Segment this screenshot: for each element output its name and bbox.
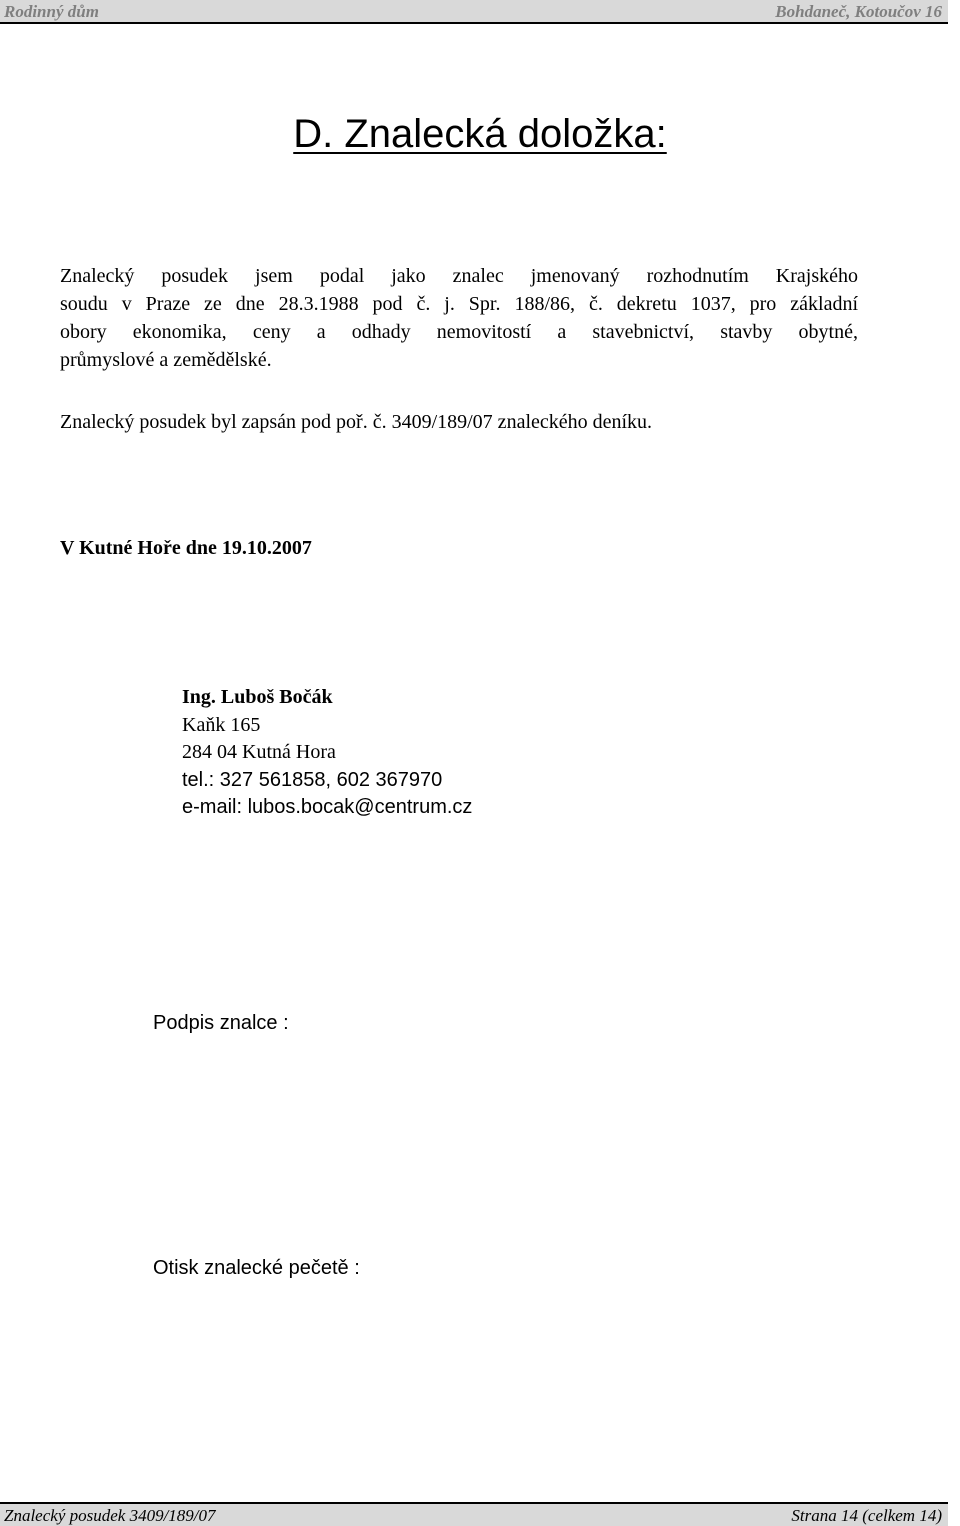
signature-label: Podpis znalce : bbox=[153, 1012, 289, 1034]
expert-name: Ing. Luboš Bočák bbox=[182, 686, 333, 708]
appointment-paragraph bbox=[60, 262, 858, 374]
expert-city: 284 04 Kutná Hora bbox=[182, 741, 336, 763]
paragraph-line-text: soudu v Praze ze dne 28.3.1988 pod č. j. Spr. 188/86, č. dekretu 1037, pro základní bbox=[60, 293, 858, 315]
seal-label: Otisk znalecké pečetě : bbox=[153, 1257, 360, 1279]
paragraph-line bbox=[60, 318, 858, 346]
registration-paragraph: Znalecký posudek byl zapsán pod poř. č. 3409/189/07 znaleckého deníku. bbox=[60, 411, 653, 433]
expert-street: Kaňk 165 bbox=[182, 713, 261, 736]
section-title-text: D. Znalecká doložka: bbox=[293, 112, 667, 156]
paragraph-line-text: průmyslové a zemědělské. bbox=[60, 349, 272, 371]
expert-phone: tel.: 327 561858, 602 367970 bbox=[182, 768, 443, 791]
footer-page-number: Strana 14 (celkem 14) bbox=[791, 1506, 942, 1525]
place-and-date: V Kutné Hoře dne 19.10.2007 bbox=[60, 537, 312, 559]
paragraph-line bbox=[60, 290, 858, 318]
header-document-type: Rodinný dům bbox=[4, 2, 99, 21]
page-header bbox=[0, 0, 948, 24]
section-title bbox=[0, 112, 960, 157]
header-address: Bohdaneč, Kotoučov 16 bbox=[775, 2, 942, 21]
footer-document-number: Znalecký posudek 3409/189/07 bbox=[4, 1506, 216, 1525]
page-footer bbox=[0, 1502, 948, 1526]
paragraph-line-text: Znalecký posudek jsem podal jako znalec jmenovaný rozhodnutím Krajského bbox=[60, 265, 858, 287]
paragraph-line bbox=[60, 262, 858, 290]
expert-contact-block bbox=[182, 684, 472, 822]
paragraph-line bbox=[60, 346, 858, 374]
paragraph-line-text: obory ekonomika, ceny a odhady nemovitostí a stavebnictví, stavby obytné, bbox=[60, 321, 858, 343]
expert-email: e-mail: lubos.bocak@centrum.cz bbox=[182, 796, 473, 818]
